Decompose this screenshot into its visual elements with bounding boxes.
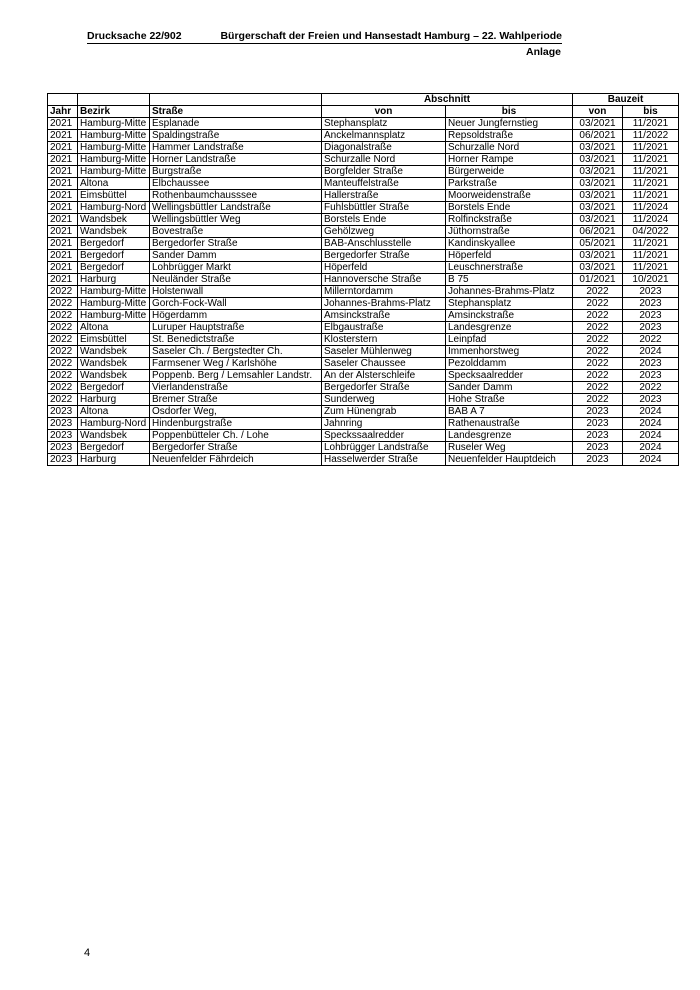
cell-bauzeit-bis: 2023 [623,370,679,382]
cell-strasse: Luruper Hauptstraße [150,322,322,334]
cell-abschnitt-bis: Hohe Straße [446,394,573,406]
cell-bauzeit-von: 2022 [573,358,623,370]
cell-bauzeit-bis: 11/2021 [623,178,679,190]
cell-abschnitt-bis: Specksaalredder [446,370,573,382]
cell-abschnitt-von: An der Alsterschleife [322,370,446,382]
cell-bezirk: Wandsbek [78,370,150,382]
cell-abschnitt-bis: Repsoldstraße [446,130,573,142]
cell-abschnitt-bis: Moorweidenstraße [446,190,573,202]
bauzeit-header: Bauzeit [573,94,679,106]
cell-strasse: Saseler Ch. / Bergstedter Ch. [150,346,322,358]
cell-bauzeit-bis: 2024 [623,430,679,442]
cell-bezirk: Wandsbek [78,346,150,358]
cell-abschnitt-von: Klosterstern [322,334,446,346]
cell-abschnitt-bis: Kandinskyallee [446,238,573,250]
cell-strasse: Sander Damm [150,250,322,262]
cell-bezirk: Bergedorf [78,442,150,454]
cell-bauzeit-bis: 11/2021 [623,118,679,130]
cell-strasse: Lohbrügger Markt [150,262,322,274]
table-row [48,118,679,130]
cell-strasse: Bergedorfer Straße [150,238,322,250]
table-row [48,226,679,238]
cell-strasse: Osdorfer Weg, [150,406,322,418]
cell-bauzeit-bis: 2024 [623,418,679,430]
cell-bauzeit-von: 03/2021 [573,166,623,178]
cell-bauzeit-bis: 2024 [623,406,679,418]
cell-bezirk: Hamburg-Mitte [78,166,150,178]
cell-abschnitt-von: Borgfelder Straße [322,166,446,178]
abschnitt-header: Abschnitt [322,94,573,106]
cell-bezirk: Eimsbüttel [78,334,150,346]
table-body [48,118,679,466]
cell-abschnitt-bis: Borstels Ende [446,202,573,214]
cell-bauzeit-bis: 2023 [623,286,679,298]
table-row [48,334,679,346]
cell-bauzeit-von: 2022 [573,286,623,298]
cell-bauzeit-bis: 11/2021 [623,166,679,178]
cell-strasse: Neuländer Straße [150,274,322,286]
cell-strasse: Neuenfelder Fährdeich [150,454,322,466]
doc-number: Drucksache 22/902 [87,30,182,42]
cell-bauzeit-bis: 2023 [623,394,679,406]
cell-abschnitt-bis: Leuschnerstraße [446,262,573,274]
cell-bezirk: Bergedorf [78,250,150,262]
cell-strasse: Högerdamm [150,310,322,322]
col-header-bauzeit-von: von [573,106,623,118]
cell-abschnitt-von: Schurzalle Nord [322,154,446,166]
cell-bezirk: Harburg [78,454,150,466]
cell-abschnitt-von: Anckelmannsplatz [322,130,446,142]
table-row [48,298,679,310]
page-header [87,30,562,44]
cell-strasse: Hammer Landstraße [150,142,322,154]
cell-bauzeit-von: 2022 [573,298,623,310]
cell-bauzeit-von: 2023 [573,406,623,418]
table-row [48,166,679,178]
cell-bezirk: Eimsbüttel [78,190,150,202]
cell-bezirk: Bergedorf [78,382,150,394]
cell-bauzeit-von: 03/2021 [573,154,623,166]
table-row [48,190,679,202]
road-works-table [47,93,679,466]
cell-jahr: 2021 [48,214,78,226]
table-row [48,346,679,358]
cell-strasse: Holstenwall [150,286,322,298]
cell-jahr: 2023 [48,430,78,442]
cell-abschnitt-bis: Landesgrenze [446,430,573,442]
table-row [48,130,679,142]
cell-abschnitt-von: Fuhlsbüttler Straße [322,202,446,214]
cell-abschnitt-von: Amsinckstraße [322,310,446,322]
cell-bezirk: Hamburg-Nord [78,418,150,430]
cell-abschnitt-bis: Amsinckstraße [446,310,573,322]
cell-jahr: 2023 [48,406,78,418]
cell-bauzeit-bis: 11/2022 [623,130,679,142]
cell-abschnitt-von: Hasselwerder Straße [322,454,446,466]
cell-bauzeit-von: 03/2021 [573,202,623,214]
cell-abschnitt-bis: Neuenfelder Hauptdeich [446,454,573,466]
cell-strasse: Poppenbütteler Ch. / Lohe [150,430,322,442]
col-header-abschnitt-von: von [322,106,446,118]
cell-bauzeit-bis: 2023 [623,310,679,322]
table-row [48,250,679,262]
table-row [48,442,679,454]
cell-bauzeit-von: 03/2021 [573,142,623,154]
cell-abschnitt-bis: Immenhorstweg [446,346,573,358]
cell-abschnitt-von: Hannoversche Straße [322,274,446,286]
cell-abschnitt-von: Gehölzweg [322,226,446,238]
cell-abschnitt-bis: Johannes-Brahms-Platz [446,286,573,298]
empty-header-cell [48,94,78,106]
table-row [48,358,679,370]
cell-bauzeit-von: 2022 [573,394,623,406]
table-row [48,370,679,382]
cell-abschnitt-bis: Höperfeld [446,250,573,262]
cell-bauzeit-bis: 11/2024 [623,214,679,226]
cell-jahr: 2022 [48,370,78,382]
cell-bauzeit-von: 01/2021 [573,274,623,286]
table-row [48,286,679,298]
cell-bezirk: Harburg [78,394,150,406]
cell-bauzeit-bis: 11/2021 [623,238,679,250]
cell-abschnitt-bis: Neuer Jungfernstieg [446,118,573,130]
cell-abschnitt-von: Elbgaustraße [322,322,446,334]
cell-jahr: 2022 [48,310,78,322]
cell-bezirk: Altona [78,178,150,190]
cell-bauzeit-von: 2023 [573,454,623,466]
cell-abschnitt-von: BAB-Anschlusstelle [322,238,446,250]
cell-bauzeit-bis: 2023 [623,358,679,370]
col-header-abschnitt-bis: bis [446,106,573,118]
table-row [48,274,679,286]
cell-strasse: St. Benedictstraße [150,334,322,346]
cell-strasse: Wellingsbüttler Landstraße [150,202,322,214]
cell-abschnitt-von: Sunderweg [322,394,446,406]
cell-abschnitt-von: Bergedorfer Straße [322,250,446,262]
cell-abschnitt-von: Johannes-Brahms-Platz [322,298,446,310]
annex-label: Anlage [525,46,561,58]
parliament-title: Bürgerschaft der Freien und Hansestadt Hamburg – 22. Wahlperiode [220,30,562,42]
cell-bauzeit-bis: 10/2021 [623,274,679,286]
cell-bezirk: Harburg [78,274,150,286]
cell-bauzeit-bis: 2022 [623,382,679,394]
cell-jahr: 2022 [48,298,78,310]
cell-bauzeit-bis: 11/2021 [623,250,679,262]
cell-bauzeit-von: 03/2021 [573,250,623,262]
cell-strasse: Bovestraße [150,226,322,238]
cell-jahr: 2023 [48,418,78,430]
cell-strasse: Hindenburgstraße [150,418,322,430]
cell-bezirk: Hamburg-Mitte [78,286,150,298]
cell-jahr: 2021 [48,262,78,274]
cell-bezirk: Hamburg-Mitte [78,154,150,166]
cell-strasse: Wellingsbüttler Weg [150,214,322,226]
table-row [48,142,679,154]
cell-jahr: 2022 [48,382,78,394]
cell-jahr: 2022 [48,286,78,298]
cell-jahr: 2021 [48,250,78,262]
col-header-bauzeit-bis: bis [623,106,679,118]
col-header-jahr: Jahr [48,106,78,118]
cell-bauzeit-bis: 2024 [623,442,679,454]
cell-abschnitt-von: Borstels Ende [322,214,446,226]
table-row [48,202,679,214]
cell-strasse: Poppenb. Berg / Lemsahler Landstr. [150,370,322,382]
cell-abschnitt-von: Bergedorfer Straße [322,382,446,394]
cell-jahr: 2021 [48,178,78,190]
cell-jahr: 2021 [48,274,78,286]
cell-bezirk: Hamburg-Nord [78,202,150,214]
cell-bauzeit-bis: 2023 [623,298,679,310]
cell-abschnitt-bis: Jüthornstraße [446,226,573,238]
cell-abschnitt-bis: Rathenaustraße [446,418,573,430]
cell-bauzeit-von: 06/2021 [573,130,623,142]
cell-strasse: Bergedorfer Straße [150,442,322,454]
empty-header-cell [150,94,322,106]
cell-abschnitt-von: Saseler Chaussee [322,358,446,370]
cell-abschnitt-bis: Leinpfad [446,334,573,346]
cell-strasse: Esplanade [150,118,322,130]
table-row [48,394,679,406]
cell-abschnitt-von: Saseler Mühlenweg [322,346,446,358]
table-row [48,154,679,166]
cell-bauzeit-von: 05/2021 [573,238,623,250]
group-header-row [48,94,679,106]
cell-jahr: 2022 [48,394,78,406]
cell-strasse: Bremer Straße [150,394,322,406]
page-number: 4 [84,947,91,959]
cell-abschnitt-bis: Landesgrenze [446,322,573,334]
cell-abschnitt-von: Lohbrügger Landstraße [322,442,446,454]
cell-abschnitt-von: Speckssaalredder [322,430,446,442]
col-header-bezirk: Bezirk [78,106,150,118]
cell-bauzeit-von: 2023 [573,442,623,454]
table-row [48,238,679,250]
cell-jahr: 2023 [48,454,78,466]
table-row [48,310,679,322]
cell-abschnitt-bis: Stephansplatz [446,298,573,310]
cell-strasse: Farmsener Weg / Karlshöhe [150,358,322,370]
table-row [48,418,679,430]
cell-bauzeit-von: 2022 [573,382,623,394]
col-header-strasse: Straße [150,106,322,118]
cell-bauzeit-von: 03/2021 [573,190,623,202]
cell-jahr: 2021 [48,226,78,238]
cell-abschnitt-von: Jahnring [322,418,446,430]
cell-bezirk: Hamburg-Mitte [78,142,150,154]
cell-bezirk: Altona [78,406,150,418]
table-row [48,454,679,466]
cell-strasse: Spaldingstraße [150,130,322,142]
cell-bezirk: Wandsbek [78,430,150,442]
cell-abschnitt-von: Höperfeld [322,262,446,274]
cell-abschnitt-bis: Rolfinckstraße [446,214,573,226]
cell-bezirk: Hamburg-Mitte [78,310,150,322]
cell-strasse: Gorch-Fock-Wall [150,298,322,310]
cell-jahr: 2021 [48,238,78,250]
cell-jahr: 2022 [48,358,78,370]
cell-abschnitt-von: Manteuffelstraße [322,178,446,190]
table-row [48,262,679,274]
cell-bezirk: Hamburg-Mitte [78,298,150,310]
cell-strasse: Vierlandenstraße [150,382,322,394]
cell-jahr: 2022 [48,322,78,334]
cell-jahr: 2022 [48,334,78,346]
cell-bauzeit-von: 2022 [573,310,623,322]
cell-bezirk: Bergedorf [78,238,150,250]
cell-jahr: 2021 [48,202,78,214]
cell-abschnitt-bis: Sander Damm [446,382,573,394]
cell-bezirk: Altona [78,322,150,334]
cell-bauzeit-bis: 11/2021 [623,262,679,274]
table-row [48,382,679,394]
cell-jahr: 2021 [48,190,78,202]
cell-bauzeit-von: 2022 [573,370,623,382]
cell-bauzeit-bis: 2023 [623,322,679,334]
cell-bauzeit-bis: 2022 [623,334,679,346]
cell-abschnitt-bis: B 75 [446,274,573,286]
cell-bauzeit-von: 2023 [573,430,623,442]
cell-bezirk: Bergedorf [78,262,150,274]
cell-bauzeit-von: 06/2021 [573,226,623,238]
cell-bauzeit-bis: 11/2021 [623,190,679,202]
cell-bauzeit-von: 03/2021 [573,262,623,274]
cell-bezirk: Hamburg-Mitte [78,118,150,130]
empty-header-cell [78,94,150,106]
cell-bezirk: Wandsbek [78,358,150,370]
cell-abschnitt-bis: Pezolddamm [446,358,573,370]
cell-bauzeit-bis: 2024 [623,454,679,466]
cell-bauzeit-bis: 04/2022 [623,226,679,238]
cell-abschnitt-von: Hallerstraße [322,190,446,202]
cell-abschnitt-von: Zum Hünengrab [322,406,446,418]
cell-bauzeit-bis: 11/2021 [623,142,679,154]
table-row [48,322,679,334]
table-row [48,406,679,418]
cell-strasse: Elbchaussee [150,178,322,190]
cell-jahr: 2022 [48,346,78,358]
table-row [48,178,679,190]
cell-jahr: 2021 [48,154,78,166]
cell-bauzeit-von: 2022 [573,322,623,334]
cell-bauzeit-bis: 11/2024 [623,202,679,214]
cell-bauzeit-von: 03/2021 [573,118,623,130]
cell-abschnitt-bis: BAB A 7 [446,406,573,418]
cell-abschnitt-von: Diagonalstraße [322,142,446,154]
cell-strasse: Burgstraße [150,166,322,178]
cell-jahr: 2021 [48,166,78,178]
header-line [87,30,562,44]
cell-abschnitt-bis: Schurzalle Nord [446,142,573,154]
cell-abschnitt-bis: Horner Rampe [446,154,573,166]
cell-abschnitt-von: Millerntordamm [322,286,446,298]
cell-bezirk: Wandsbek [78,226,150,238]
cell-jahr: 2023 [48,442,78,454]
cell-bauzeit-von: 03/2021 [573,178,623,190]
table-row [48,214,679,226]
cell-abschnitt-von: Stephansplatz [322,118,446,130]
cell-bezirk: Wandsbek [78,214,150,226]
cell-strasse: Rothenbaumchausssee [150,190,322,202]
cell-bezirk: Hamburg-Mitte [78,130,150,142]
table-row [48,430,679,442]
cell-jahr: 2021 [48,142,78,154]
cell-bauzeit-bis: 11/2021 [623,154,679,166]
cell-bauzeit-bis: 2024 [623,346,679,358]
cell-bauzeit-von: 2022 [573,334,623,346]
cell-bauzeit-von: 03/2021 [573,214,623,226]
cell-abschnitt-bis: Parkstraße [446,178,573,190]
column-header-row [48,106,679,118]
cell-jahr: 2021 [48,118,78,130]
cell-jahr: 2021 [48,130,78,142]
cell-strasse: Horner Landstraße [150,154,322,166]
cell-bauzeit-von: 2023 [573,418,623,430]
cell-abschnitt-bis: Bürgerweide [446,166,573,178]
cell-bauzeit-von: 2022 [573,346,623,358]
cell-abschnitt-bis: Ruseler Weg [446,442,573,454]
